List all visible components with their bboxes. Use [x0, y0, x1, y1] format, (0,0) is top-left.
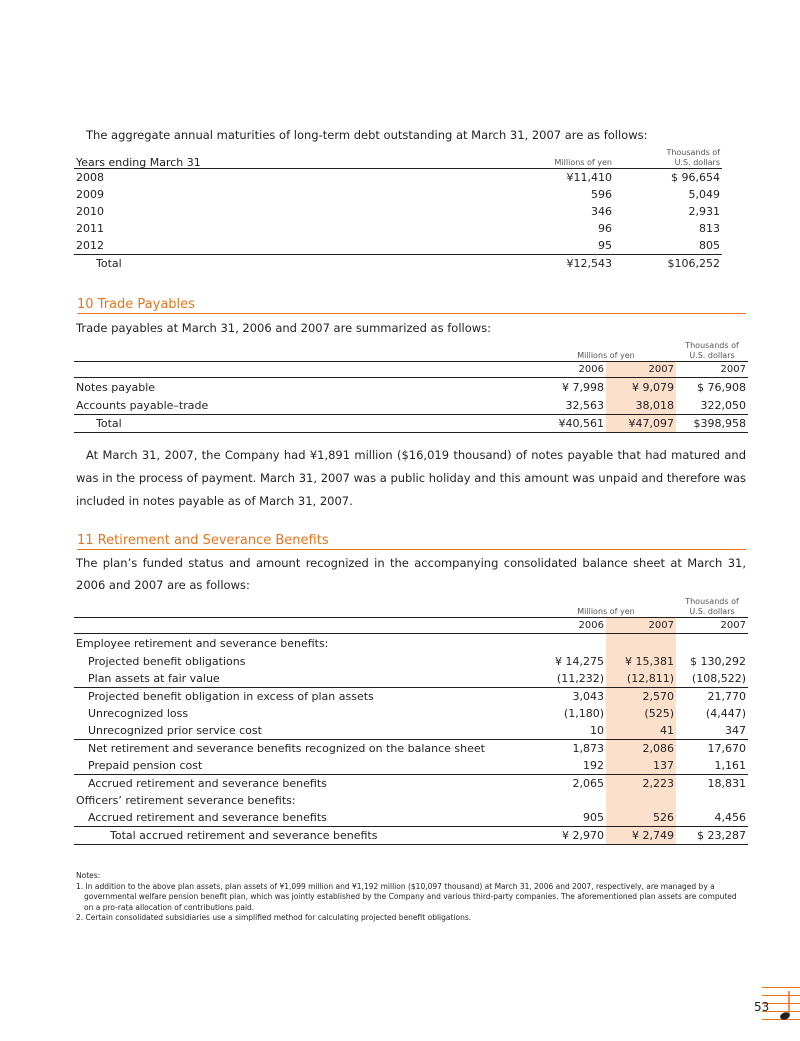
maturities-intro: The aggregate annual maturities of long-term debt outstanding at March 31, 2007 are as follows: [86, 128, 648, 142]
total-2006: ¥ 2,970 [536, 826, 606, 844]
total-label: Total [74, 255, 494, 273]
value-2007: 526 [606, 809, 676, 827]
spacer [676, 792, 748, 809]
year-2007-usd: 2007 [676, 618, 748, 634]
row-label: Accrued retirement and severance benefits [88, 810, 327, 824]
value-2007: 137 [606, 757, 676, 775]
maturities-col-usd-line2: U.S. dollars [674, 158, 720, 167]
note-item: 2. Certain consolidated subsidiaries use a simplified method for calculating projected benefit obligations. [76, 913, 472, 922]
year-2007: 2007 [606, 362, 676, 378]
maturities-table [74, 148, 722, 272]
table-row [74, 220, 722, 237]
value-2007: 2,223 [606, 774, 676, 792]
table-row [74, 397, 748, 415]
table-row [74, 774, 748, 792]
officers-heading: Officers’ retirement severance benefits: [76, 793, 296, 807]
total-2007: ¥ 2,749 [606, 826, 676, 844]
value-2006: 3,043 [536, 687, 606, 705]
value-usd: $ 130,292 [690, 654, 746, 668]
spacer [74, 362, 536, 378]
staff-line [762, 987, 800, 988]
usd-cell: 805 [699, 239, 720, 252]
trade-col-usd [676, 341, 748, 362]
retirement-col-usd-line2: U.S. dollars [689, 607, 735, 616]
trade-payables-table [74, 341, 748, 433]
trade-col-usd-line1: Thousands of [685, 341, 739, 350]
page-number: 53 [754, 1000, 770, 1014]
year-cell: 2008 [74, 169, 494, 187]
table-row [74, 687, 748, 705]
table-row [74, 705, 748, 722]
spacer [606, 634, 676, 653]
total-label: Total [74, 414, 536, 432]
retirement-col-usd [676, 597, 748, 618]
value-2006: 2,065 [536, 774, 606, 792]
section-heading-row [74, 792, 748, 809]
value-2007: ¥ 15,381 [606, 653, 676, 670]
table-row [74, 757, 748, 775]
yen-cell: 596 [591, 188, 612, 201]
year-cell: 2009 [76, 188, 104, 201]
row-label: Unrecognized loss [88, 706, 189, 720]
value-usd: 347 [725, 723, 746, 737]
row-label: Projected benefit obligations [88, 654, 246, 668]
yen-cell: ¥11,410 [494, 169, 614, 187]
total-2007: ¥47,097 [606, 414, 676, 432]
trade-payables-title: 10 Trade Payables [77, 297, 746, 314]
value-2007: 2,086 [606, 739, 676, 757]
usd-cell: 813 [699, 222, 720, 235]
total-row [74, 826, 748, 844]
value-2006: 192 [583, 758, 604, 772]
row-label: Notes payable [76, 380, 156, 394]
retirement-intro: The plan’s funded status and amount recognized in the accompanying consolidated balance sheet at March 31, 2006 and 2007 are as follows: [76, 556, 746, 592]
spacer [74, 618, 536, 634]
retirement-title: 11 Retirement and Severance Benefits [77, 533, 746, 550]
table-row [74, 186, 722, 203]
note-item: 1. In addition to the above plan assets, plan assets of ¥1,099 million and ¥1,192 million ($10,097 thousand) at March 31, 2006 and 2007, respectively, are managed by a governmental welfare pension benefit plan, which was jointly established by the Company and various third-party companies. The aforementioned plan assets are computed on a pro-rata allocation of contributions paid. [76, 881, 737, 912]
trade-col-usd-line2: U.S. dollars [689, 351, 735, 360]
table-row [74, 809, 748, 827]
retirement-table [74, 597, 748, 845]
table-row [74, 722, 748, 740]
total-label: Total accrued retirement and severance benefits [74, 826, 536, 844]
value-2007: 38,018 [606, 397, 676, 415]
usd-cell: 5,049 [688, 188, 720, 201]
value-usd: (108,522) [691, 671, 746, 685]
total-row [74, 414, 748, 432]
value-usd: 17,670 [676, 739, 748, 757]
year-2006: 2006 [536, 362, 606, 378]
maturities-col-label: Years ending March 31 [76, 156, 201, 169]
year-cell: 2011 [76, 222, 104, 235]
spacer [606, 792, 676, 809]
year-cell: 2010 [76, 205, 104, 218]
value-2006: (1,180) [563, 706, 604, 720]
value-usd: 21,770 [676, 687, 748, 705]
row-label: Accounts payable–trade [76, 398, 209, 412]
value-2006: 32,563 [565, 398, 604, 412]
retirement-col-usd-line1: Thousands of [685, 597, 739, 606]
value-usd: 4,456 [714, 810, 746, 824]
value-usd: 18,831 [676, 774, 748, 792]
row-label: Prepaid pension cost [88, 758, 203, 772]
table-row [74, 237, 722, 255]
spacer [676, 634, 748, 653]
total-usd: $ 23,287 [676, 826, 748, 844]
table-row [74, 378, 748, 397]
total-2006: ¥40,561 [536, 414, 606, 432]
trade-paragraph: At March 31, 2007, the Company had ¥1,891 million ($16,019 thousand) of notes payable that had matured and was in the process of payment. March 31, 2007 was a public holiday and this amount was unpaid and therefore was included in notes payable as of March 31, 2007. [76, 448, 746, 508]
row-label: Net retirement and severance benefits recognized on the balance sheet [74, 739, 536, 757]
yen-cell: 95 [598, 239, 612, 252]
value-2006: (11,232) [556, 671, 604, 685]
notes [76, 871, 746, 924]
value-2006: 905 [583, 810, 604, 824]
trade-col-yen: Millions of yen [577, 351, 635, 360]
employee-heading: Employee retirement and severance benefits: [76, 636, 329, 650]
maturities-col-usd-line1: Thousands of [666, 148, 720, 157]
trade-intro: Trade payables at March 31, 2006 and 2007 are summarized as follows: [76, 321, 492, 335]
year-2007-usd: 2007 [676, 362, 748, 378]
row-label: Projected benefit obligation in excess of plan assets [74, 687, 536, 705]
maturities-col-usd [614, 148, 722, 169]
maturities-col-yen: Millions of yen [554, 158, 612, 167]
value-2007: (12,811) [606, 670, 676, 688]
spacer [74, 341, 536, 362]
notes-heading: Notes: [76, 871, 101, 880]
usd-cell: $ 96,654 [614, 169, 722, 187]
value-2007: ¥ 9,079 [606, 378, 676, 397]
value-usd: 322,050 [700, 398, 746, 412]
value-2006: ¥ 7,998 [562, 380, 604, 394]
year-header-row [74, 362, 748, 378]
total-row [74, 255, 722, 273]
row-label: Plan assets at fair value [88, 671, 220, 685]
usd-cell: 2,931 [688, 205, 720, 218]
table-row [74, 203, 722, 220]
retirement-col-yen: Millions of yen [577, 607, 635, 616]
value-2006: ¥ 14,275 [555, 654, 604, 668]
row-label: Accrued retirement and severance benefits [74, 774, 536, 792]
value-usd: $ 76,908 [697, 380, 746, 394]
year-2007: 2007 [606, 618, 676, 634]
table-row [74, 169, 722, 187]
value-2007: (525) [606, 705, 676, 722]
yen-cell: 96 [598, 222, 612, 235]
value-2007: 2,570 [606, 687, 676, 705]
total-usd: $398,958 [676, 414, 748, 432]
row-label: Unrecognized prior service cost [88, 723, 262, 737]
value-usd: 1,161 [714, 758, 746, 772]
table-row [74, 653, 748, 670]
value-usd: (4,447) [705, 706, 746, 720]
music-note-icon [776, 989, 796, 1023]
spacer [536, 792, 606, 809]
total-yen: ¥12,543 [494, 255, 614, 273]
spacer [536, 634, 606, 653]
year-cell: 2012 [76, 239, 104, 252]
year-header-row [74, 618, 748, 634]
table-row [74, 739, 748, 757]
section-heading-row [74, 634, 748, 653]
value-2007: 41 [606, 722, 676, 740]
spacer [74, 597, 536, 618]
yen-cell: 346 [591, 205, 612, 218]
value-2006: 10 [590, 723, 604, 737]
value-2006: 1,873 [536, 739, 606, 757]
year-2006: 2006 [536, 618, 606, 634]
total-usd: $106,252 [614, 255, 722, 273]
table-row [74, 670, 748, 688]
